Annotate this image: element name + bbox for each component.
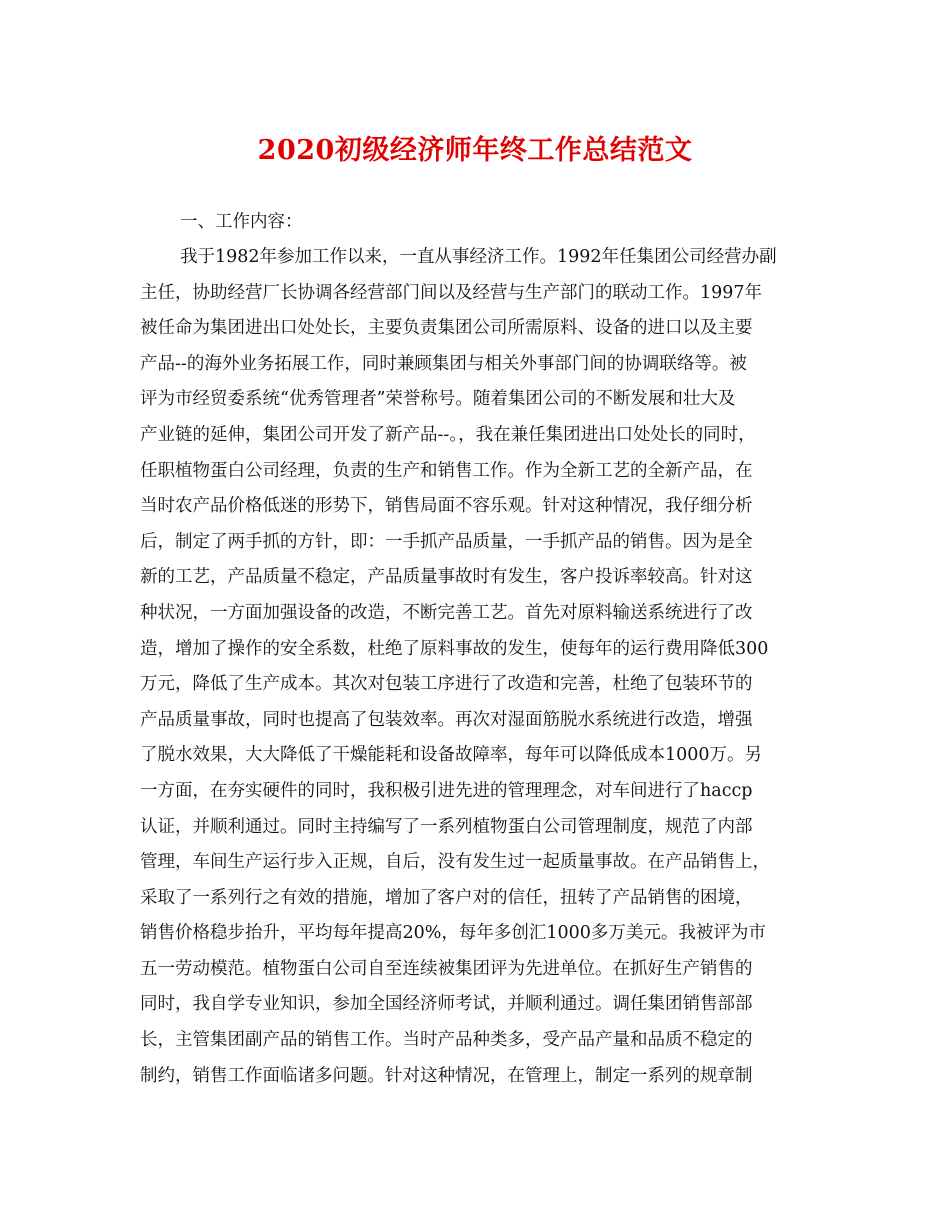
paragraph-line: 万元，降低了生产成本。其次对包装工序进行了改造和完善，杜绝了包装环节的 — [140, 674, 753, 695]
paragraph-line: 任职植物蛋白公司经理，负责的生产和销售工作。作为全新工艺的全新产品，在 — [140, 460, 753, 481]
paragraph-line: 认证，并顺利通过。同时主持编写了一系列植物蛋白公司管理制度，规范了内部 — [140, 816, 753, 837]
paragraph-line: 主任，协助经营厂长协调各经营部门间以及经营与生产部门的联动工作。1997年 — [140, 282, 763, 303]
paragraph-line: 长，主管集团副产品的销售工作。当时产品种类多，受产品产量和品质不稳定的 — [140, 1030, 753, 1051]
paragraph-line: 制约，销售工作面临诸多问题。针对这种情况，在管理上，制定一系列的规章制 — [140, 1065, 753, 1086]
paragraph-line: 管理，车间生产运行步入正规，自后，没有发生过一起质量事故。在产品销售上， — [140, 852, 770, 873]
paragraph-line: 产业链的延伸，集团公司开发了新产品--。，我在兼任集团进出口处处长的同时， — [140, 424, 756, 445]
body-text — [140, 240, 812, 1094]
paragraph-line: 新的工艺，产品质量不稳定，产品质量事故时有发生，客户投诉率较高。针对这 — [140, 567, 753, 588]
document-title: 2020初级经济师年终工作总结范文 — [257, 135, 693, 166]
paragraph-line: 后，制定了两手抓的方针，即：一手抓产品质量，一手抓产品的销售。因为是全 — [140, 531, 753, 552]
paragraph-line: 当时农产品价格低迷的形势下，销售局面不容乐观。针对这种情况，我仔细分析 — [140, 496, 753, 517]
paragraph-first-line: 我于1982年参加工作以来，一直从事经济工作。1992年任集团公司经营办副 — [180, 247, 777, 267]
paragraph-line: 五一劳动模范。植物蛋白公司自至连续被集团评为先进单位。在抓好生产销售的 — [140, 958, 753, 979]
paragraph-line: 了脱水效果，大大降低了干燥能耗和设备故障率，每年可以降低成本1000万。另 — [140, 745, 763, 766]
paragraph-line: 产品质量事故，同时也提高了包装效率。再次对湿面筋脱水系统进行改造，增强 — [140, 709, 753, 730]
paragraph-line: 产品--的海外业务拓展工作，同时兼顾集团与相关外事部门间的协调联络等。被 — [140, 353, 747, 374]
paragraph-line: 同时，我自学专业知识，参加全国经济师考试，并顺利通过。调任集团销售部部 — [140, 994, 753, 1015]
paragraph-line: 种状况，一方面加强设备的改造，不断完善工艺。首先对原料输送系统进行了改 — [140, 602, 753, 623]
paragraph-line: 一方面，在夯实硬件的同时，我积极引进先进的管理理念，对车间进行了haccp — [140, 780, 753, 801]
paragraph-line: 评为市经贸委系统“优秀管理者”荣誉称号。随着集团公司的不断发展和壮大及 — [140, 389, 736, 410]
paragraph-line: 销售价格稳步抬升，平均每年提高20%，每年多创汇1000多万美元。我被评为市 — [140, 923, 766, 944]
paragraph-line: 采取了一系列行之有效的措施，增加了客户对的信任，扭转了产品销售的困境， — [140, 887, 753, 908]
paragraph-line: 被任命为集团进出口处处长，主要负责集团公司所需原料、设备的进口以及主要 — [140, 318, 753, 339]
paragraph-line: 造，增加了操作的安全系数，杜绝了原料事故的发生，使每年的运行费用降低300 — [140, 638, 769, 659]
section-heading: 一、工作内容： — [180, 212, 303, 232]
